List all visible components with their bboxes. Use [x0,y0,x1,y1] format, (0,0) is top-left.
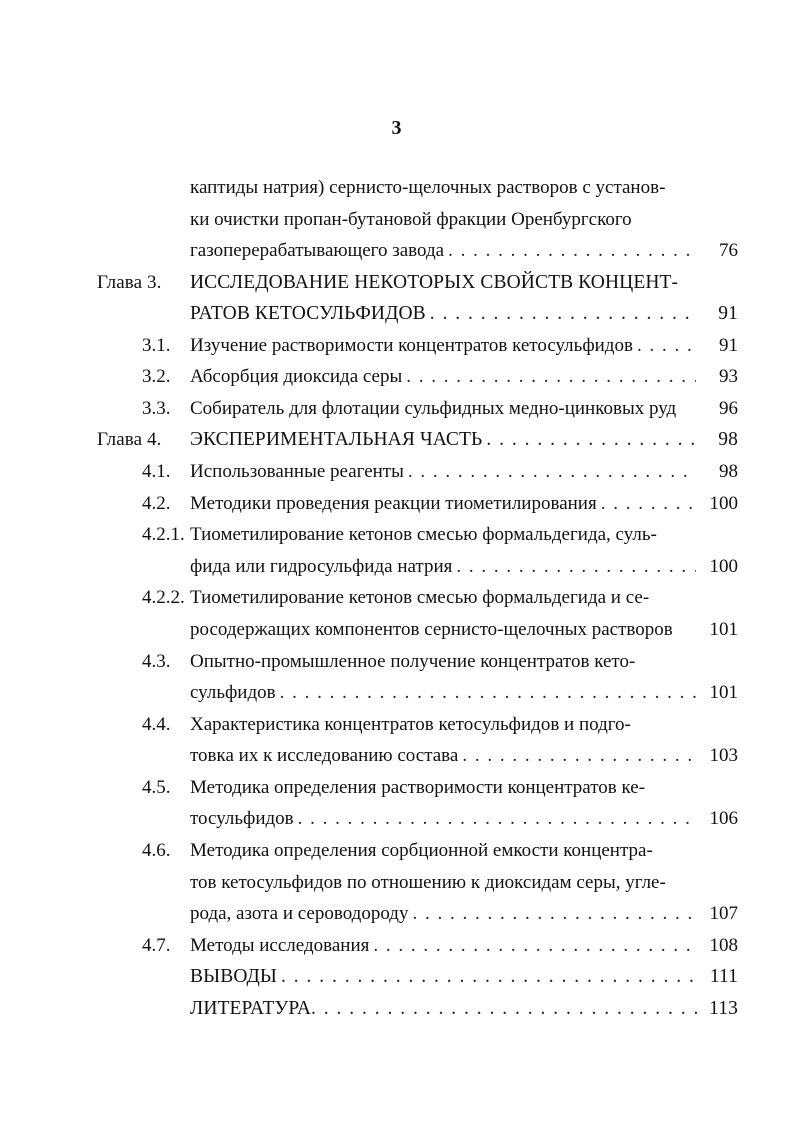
toc-chapter-heading [97,268,738,298]
toc-entry-text: рода, азота и сероводороду [190,903,409,924]
toc-entry-text: РАТОВ КЕТОСУЛЬФИДОВ [190,303,426,324]
toc-entry-text: Методики проведения реакции тиометилирования [190,493,597,514]
toc-entry-text: Абсорбция диоксида серы [190,366,403,387]
toc-entry-text: каптиды натрия) сернисто-щелочных растворов с установ- [190,177,666,198]
toc-entry [142,457,738,487]
toc-entry [190,804,738,834]
toc-entry-references [190,994,738,1024]
toc-section-label: 4.1. [142,461,171,482]
toc-entry-text: Использованные реагенты [190,461,404,482]
dot-leader [601,489,696,519]
dot-leader [462,741,696,771]
toc-entry-text: Характеристика концентратов кетосульфидов и подго- [190,714,631,735]
toc-entry-text: Методика определения растворимости концентратов ке- [190,777,646,798]
toc-section-label: 3.2. [142,366,171,387]
dot-leader [406,362,696,392]
toc-entry-text: тов кетосульфидов по отношению к диоксидам серы, угле- [190,872,666,893]
dot-leader [448,236,696,266]
toc-page-ref: 103 [709,745,738,766]
dot-leader [637,331,696,361]
toc-entry [142,836,738,866]
page-number: 3 [391,117,402,139]
toc-section-label: 4.5. [142,777,171,798]
toc-entry-text: Собиратель для флотации сульфидных медно-цинковых руд [190,398,677,419]
toc-entry-text: сульфидов [190,682,276,703]
toc-section-label: 4.2.2. [142,587,185,608]
toc-entry [190,299,738,329]
toc-page-ref: 91 [718,303,738,324]
toc-entry [142,520,738,550]
toc-entry [142,647,738,677]
toc-entry-text: росодержащих компонентов сернисто-щелочных растворов [190,619,673,640]
dot-leader [298,804,696,834]
toc-entry-text: газоперерабатывающего завода [190,240,445,261]
toc-entry [190,615,738,645]
toc-entry [142,394,738,424]
toc-page-ref: 107 [709,903,738,924]
toc-entry [190,173,738,203]
toc-page-ref: 101 [709,619,738,640]
toc-page-ref: 93 [719,366,738,387]
toc-page-ref: 100 [709,556,738,577]
toc-entry-text: ЛИТЕРАТУРА [190,998,311,1019]
toc-page-ref: 108 [709,935,738,956]
dot-leader [373,931,696,961]
toc-entry-text: Методы исследования [190,935,370,956]
toc-page-ref: 106 [709,808,738,829]
toc-entry [142,362,738,392]
toc-chapter-heading [97,425,738,455]
toc-section-label: 4.4. [142,714,171,735]
toc-page-ref: 96 [719,398,738,419]
toc-entry [190,741,738,771]
toc-page-ref: 76 [719,240,738,261]
toc-entry [142,773,738,803]
toc-entry-text: Изучение растворимости концентратов кетосульфидов [190,335,633,356]
toc-entry-conclusions [190,962,738,992]
toc-section-label: 4.2.1. [142,524,185,545]
dot-leader [408,457,696,487]
toc-entry-text: ИССЛЕДОВАНИЕ НЕКОТОРЫХ СВОЙСТВ КОНЦЕНТ- [190,272,679,293]
toc-page-ref: 101 [709,682,738,703]
dot-leader [281,962,696,992]
toc-entry [190,678,738,708]
toc-page-ref: 98 [719,461,738,482]
toc-entry [190,552,738,582]
toc-entry [142,583,738,613]
toc-entry-text: фида или гидросульфида натрия [190,556,453,577]
dot-leader [486,425,696,455]
toc-entry-text: тосульфидов [190,808,294,829]
toc-section-label: 4.3. [142,651,171,672]
toc-page-ref: 98 [718,429,738,450]
dot-leader [412,899,696,929]
toc-page-ref: 113 [709,998,738,1019]
toc-section-label: 4.7. [142,935,171,956]
toc-entry [142,710,738,740]
toc-entry-text: Тиометилирование кетонов смесью формальдегида и се- [190,587,650,608]
toc-entry [142,489,738,519]
toc-entry-text: ЭКСПЕРИМЕНТАЛЬНАЯ ЧАСТЬ [190,429,483,450]
toc-section-label: 3.3. [142,398,171,419]
dot-leader [430,299,696,329]
toc-page-ref: 111 [709,966,738,987]
toc-entry-text: Методика определения сорбционной емкости концентра- [190,840,653,861]
toc-entry [190,236,738,266]
dot-leader [280,678,696,708]
toc-entry [190,205,738,235]
toc-entry [190,868,738,898]
toc-chapter-label: Глава 3. [97,272,162,293]
toc-section-label: 4.6. [142,840,171,861]
toc-entry [190,899,738,929]
toc-entry [142,931,738,961]
toc-entry-text: товка их к исследованию состава [190,745,459,766]
toc-page-ref: 100 [709,493,738,514]
toc-entry-text: Тиометилирование кетонов смесью формальдегида, суль- [190,524,657,545]
toc-entry-text: ки очистки пропан-бутановой фракции Оренбургского [190,209,632,230]
toc-section-label: 3.1. [142,335,171,356]
toc-section-label: 4.2. [142,493,171,514]
toc-entry [142,331,738,361]
toc-chapter-label: Глава 4. [97,429,162,450]
toc-entry-text: ВЫВОДЫ [190,966,278,987]
dot-leader [311,994,699,1024]
dot-leader [456,552,696,582]
toc-entry-text: Опытно-промышленное получение концентратов кето- [190,651,636,672]
toc-page-ref: 91 [719,335,738,356]
